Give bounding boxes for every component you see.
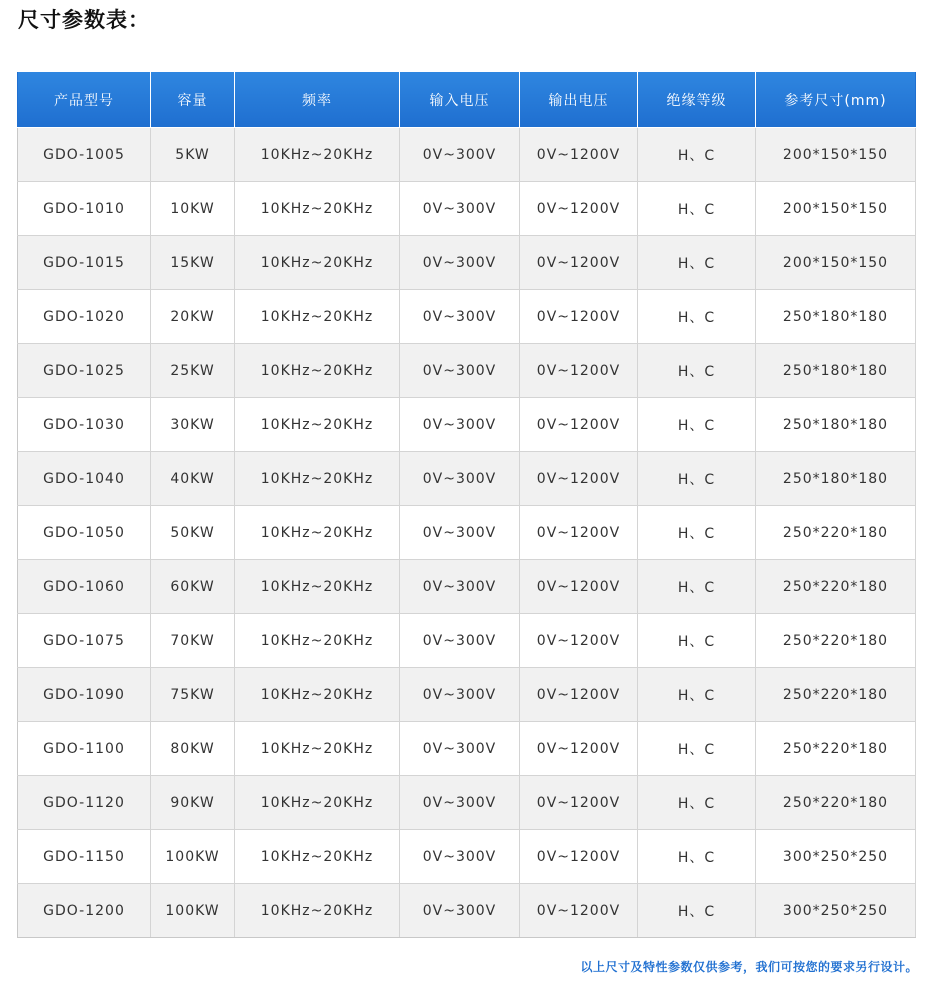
header-input-voltage: 输入电压 — [400, 72, 520, 128]
cell-output-voltage: 0V~1200V — [520, 884, 638, 938]
header-output-voltage: 输出电压 — [520, 72, 638, 128]
table-body — [18, 128, 916, 938]
cell-output-voltage: 0V~1200V — [520, 560, 638, 614]
cell-frequency: 10KHz~20KHz — [235, 290, 400, 344]
cell-frequency: 10KHz~20KHz — [235, 182, 400, 236]
cell-input-voltage: 0V~300V — [400, 776, 520, 830]
table-row — [18, 452, 916, 506]
cell-dimensions: 250*180*180 — [756, 398, 916, 452]
cell-insulation-class: H、C — [638, 398, 756, 452]
footnote: 以上尺寸及特性参数仅供参考，我们可按您的要求另行设计。 — [580, 960, 918, 974]
cell-insulation-class: H、C — [638, 506, 756, 560]
table-row — [18, 776, 916, 830]
cell-capacity: 60KW — [151, 560, 235, 614]
cell-model: GDO-1030 — [18, 398, 151, 452]
header-insulation-class: 绝缘等级 — [638, 72, 756, 128]
cell-model: GDO-1025 — [18, 344, 151, 398]
cell-dimensions: 250*220*180 — [756, 560, 916, 614]
cell-capacity: 100KW — [151, 884, 235, 938]
cell-input-voltage: 0V~300V — [400, 344, 520, 398]
header-frequency: 频率 — [235, 72, 400, 128]
table-row — [18, 884, 916, 938]
cell-model: GDO-1015 — [18, 236, 151, 290]
cell-input-voltage: 0V~300V — [400, 128, 520, 182]
cell-dimensions: 250*220*180 — [756, 614, 916, 668]
cell-model: GDO-1200 — [18, 884, 151, 938]
cell-capacity: 90KW — [151, 776, 235, 830]
cell-input-voltage: 0V~300V — [400, 668, 520, 722]
cell-capacity: 20KW — [151, 290, 235, 344]
table-row — [18, 722, 916, 776]
table-row — [18, 236, 916, 290]
cell-capacity: 50KW — [151, 506, 235, 560]
header-dimensions: 参考尺寸(mm) — [756, 72, 916, 128]
cell-output-voltage: 0V~1200V — [520, 776, 638, 830]
cell-dimensions: 250*220*180 — [756, 668, 916, 722]
cell-frequency: 10KHz~20KHz — [235, 830, 400, 884]
cell-model: GDO-1090 — [18, 668, 151, 722]
table-row — [18, 830, 916, 884]
cell-frequency: 10KHz~20KHz — [235, 614, 400, 668]
spec-table — [17, 72, 916, 938]
cell-frequency: 10KHz~20KHz — [235, 776, 400, 830]
header-capacity: 容量 — [151, 72, 235, 128]
cell-frequency: 10KHz~20KHz — [235, 560, 400, 614]
table-row — [18, 182, 916, 236]
cell-input-voltage: 0V~300V — [400, 290, 520, 344]
cell-input-voltage: 0V~300V — [400, 452, 520, 506]
cell-dimensions: 250*180*180 — [756, 344, 916, 398]
cell-frequency: 10KHz~20KHz — [235, 884, 400, 938]
cell-output-voltage: 0V~1200V — [520, 452, 638, 506]
table-row — [18, 344, 916, 398]
cell-input-voltage: 0V~300V — [400, 884, 520, 938]
cell-model: GDO-1040 — [18, 452, 151, 506]
cell-insulation-class: H、C — [638, 884, 756, 938]
cell-output-voltage: 0V~1200V — [520, 182, 638, 236]
header-model: 产品型号 — [18, 72, 151, 128]
cell-dimensions: 250*220*180 — [756, 506, 916, 560]
cell-capacity: 100KW — [151, 830, 235, 884]
cell-capacity: 30KW — [151, 398, 235, 452]
table-row — [18, 560, 916, 614]
cell-frequency: 10KHz~20KHz — [235, 344, 400, 398]
cell-output-voltage: 0V~1200V — [520, 506, 638, 560]
cell-input-voltage: 0V~300V — [400, 560, 520, 614]
cell-output-voltage: 0V~1200V — [520, 290, 638, 344]
table-row — [18, 128, 916, 182]
cell-capacity: 15KW — [151, 236, 235, 290]
cell-insulation-class: H、C — [638, 182, 756, 236]
cell-output-voltage: 0V~1200V — [520, 668, 638, 722]
cell-insulation-class: H、C — [638, 290, 756, 344]
cell-insulation-class: H、C — [638, 560, 756, 614]
table-row — [18, 506, 916, 560]
cell-dimensions: 200*150*150 — [756, 182, 916, 236]
cell-model: GDO-1020 — [18, 290, 151, 344]
page-title: 尺寸参数表： — [18, 8, 150, 32]
cell-model: GDO-1075 — [18, 614, 151, 668]
cell-frequency: 10KHz~20KHz — [235, 668, 400, 722]
cell-input-voltage: 0V~300V — [400, 182, 520, 236]
cell-dimensions: 250*180*180 — [756, 452, 916, 506]
cell-model: GDO-1150 — [18, 830, 151, 884]
cell-insulation-class: H、C — [638, 344, 756, 398]
cell-insulation-class: H、C — [638, 128, 756, 182]
cell-capacity: 80KW — [151, 722, 235, 776]
cell-output-voltage: 0V~1200V — [520, 128, 638, 182]
cell-capacity: 40KW — [151, 452, 235, 506]
table-header-row — [18, 72, 916, 128]
cell-capacity: 75KW — [151, 668, 235, 722]
cell-frequency: 10KHz~20KHz — [235, 722, 400, 776]
cell-capacity: 5KW — [151, 128, 235, 182]
cell-model: GDO-1100 — [18, 722, 151, 776]
cell-model: GDO-1060 — [18, 560, 151, 614]
cell-model: GDO-1010 — [18, 182, 151, 236]
cell-insulation-class: H、C — [638, 722, 756, 776]
cell-input-voltage: 0V~300V — [400, 830, 520, 884]
table-row — [18, 398, 916, 452]
cell-capacity: 25KW — [151, 344, 235, 398]
cell-output-voltage: 0V~1200V — [520, 614, 638, 668]
cell-input-voltage: 0V~300V — [400, 722, 520, 776]
cell-capacity: 70KW — [151, 614, 235, 668]
cell-model: GDO-1005 — [18, 128, 151, 182]
cell-insulation-class: H、C — [638, 776, 756, 830]
cell-frequency: 10KHz~20KHz — [235, 128, 400, 182]
cell-model: GDO-1120 — [18, 776, 151, 830]
cell-output-voltage: 0V~1200V — [520, 344, 638, 398]
cell-input-voltage: 0V~300V — [400, 236, 520, 290]
cell-model: GDO-1050 — [18, 506, 151, 560]
cell-dimensions: 250*220*180 — [756, 776, 916, 830]
cell-insulation-class: H、C — [638, 830, 756, 884]
cell-frequency: 10KHz~20KHz — [235, 236, 400, 290]
cell-insulation-class: H、C — [638, 452, 756, 506]
cell-output-voltage: 0V~1200V — [520, 830, 638, 884]
cell-insulation-class: H、C — [638, 614, 756, 668]
cell-dimensions: 250*180*180 — [756, 290, 916, 344]
cell-dimensions: 300*250*250 — [756, 884, 916, 938]
table-row — [18, 668, 916, 722]
cell-input-voltage: 0V~300V — [400, 506, 520, 560]
cell-frequency: 10KHz~20KHz — [235, 452, 400, 506]
cell-dimensions: 200*150*150 — [756, 236, 916, 290]
cell-capacity: 10KW — [151, 182, 235, 236]
cell-dimensions: 300*250*250 — [756, 830, 916, 884]
cell-insulation-class: H、C — [638, 668, 756, 722]
cell-dimensions: 250*220*180 — [756, 722, 916, 776]
cell-input-voltage: 0V~300V — [400, 398, 520, 452]
cell-input-voltage: 0V~300V — [400, 614, 520, 668]
cell-frequency: 10KHz~20KHz — [235, 506, 400, 560]
cell-insulation-class: H、C — [638, 236, 756, 290]
cell-frequency: 10KHz~20KHz — [235, 398, 400, 452]
cell-output-voltage: 0V~1200V — [520, 722, 638, 776]
cell-output-voltage: 0V~1200V — [520, 236, 638, 290]
cell-dimensions: 200*150*150 — [756, 128, 916, 182]
table-row — [18, 614, 916, 668]
cell-output-voltage: 0V~1200V — [520, 398, 638, 452]
table-row — [18, 290, 916, 344]
